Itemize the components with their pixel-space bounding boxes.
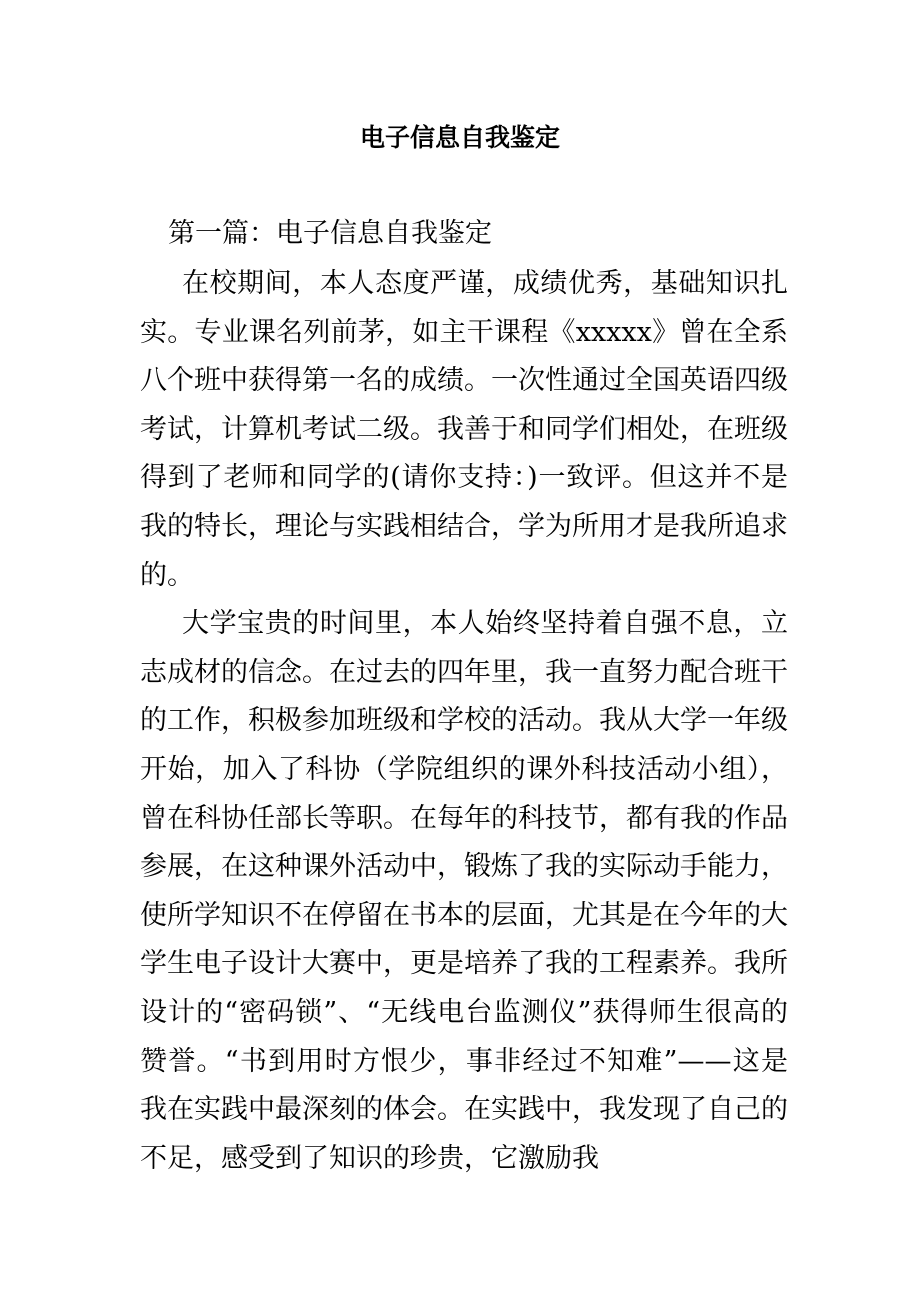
paragraph-1: 在校期间，本人态度严谨，成绩优秀，基础知识扎实。专业课名列前茅，如主干课程《xxxxx》曾在全系八个班中获得第一名的成绩。一次性通过全国英语四级考试，计算机考试二级。我善于和同学们相处，在班级得到了老师和同学的(请你支持：)一致评。但这并不是我的特长，理论与实践相结合，学为所用才是我所追求的。 [140, 268, 788, 591]
paragraph-2: 大学宝贵的时间里，本人始终坚持着自强不息，立志成材的信念。在过去的四年里，我一直努力配合班干的工作，积极参加班级和学校的活动。我从大学一年级开始，加入了科协（学院组织的课外科技活动小组），曾在科协任部长等职。在每年的科技节，都有我的作品参展，在这种课外活动中，锻炼了我的实际动手能力，使所学知识不在停留在书本的层面，尤其是在今年的大学生电子设计大赛中，更是培养了我的工程素养。我所设计的“密码锁”、“无线电台监测仪”获得师生很高的赞誉。“书到用时方恨少，事非经过不知难”——这是我在实践中最深刻的体会。在实践中，我发现了自己的不足，感受到了知识的珍贵，它激励我 [140, 608, 788, 1174]
document-body [140, 260, 788, 1183]
section-heading: 第一篇：电子信息自我鉴定 [168, 218, 492, 249]
document-title: 电子信息自我鉴定 [359, 123, 560, 152]
